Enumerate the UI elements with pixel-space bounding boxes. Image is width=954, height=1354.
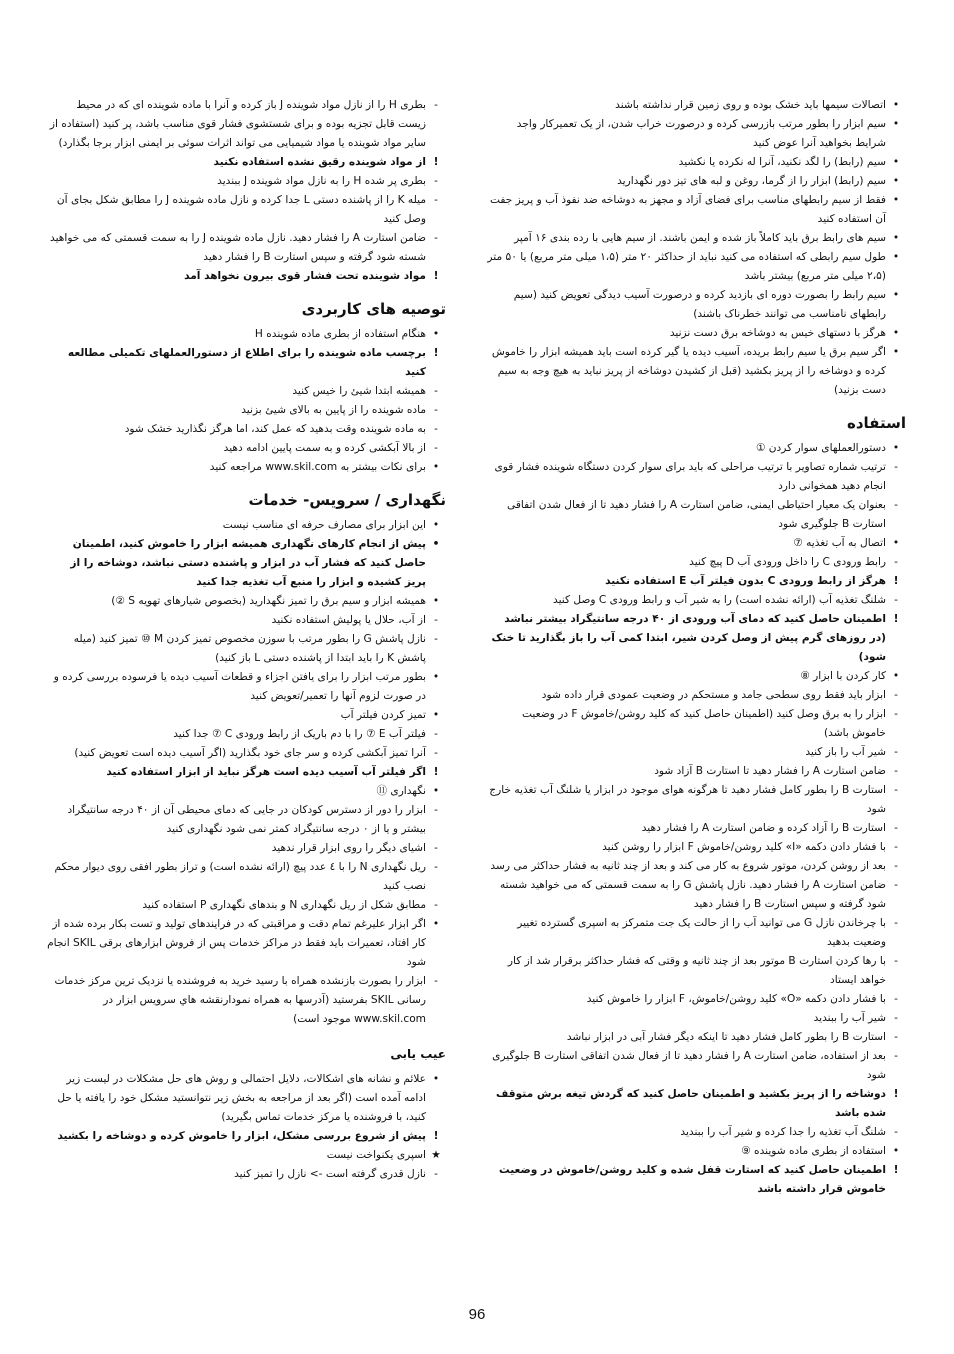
bullet-marker: -	[894, 461, 898, 473]
bullet-marker: •	[432, 1073, 440, 1085]
list-item	[46, 153, 446, 172]
list-item	[46, 172, 446, 191]
item-text: استارت B را بطور کامل فشار دهید تا هرگونه هوای موجود در ابزار یا شلنگ آب تغذیه خارج شود	[489, 784, 886, 815]
list-item	[46, 325, 446, 344]
item-text: استفاده از بطری ماده شوینده ⑨	[741, 1145, 886, 1157]
list-item	[486, 153, 906, 172]
item-text: بعد از روشن کردن، موتور شروع به کار می کند و بعد از چند ثانیه به فشار حداکثر می رسد	[490, 860, 886, 872]
item-text: اتصال به آب تغذیه ⑦	[793, 537, 886, 549]
list-item	[46, 96, 446, 153]
item-text: فیلتر آب E ⑦ را با دم باریک از رابط ورودی C ⑦ جدا کنید	[173, 728, 426, 740]
item-text: شیر آب را باز کنید	[805, 746, 886, 758]
bullet-marker: !	[893, 1164, 899, 1176]
list-item	[486, 534, 906, 553]
item-text: بطور مرتب ابزار را برای یافتن اجزاء و قطعات آسیب دیده یا فرسوده بررسی کرده و در صورت لزوم آنها را تعمیر/تعویض کنید	[53, 671, 426, 702]
item-text: همیشه ابزار و سیم برق را تمیز نگهدارید (بخصوص شیارهای تهویه S ②)	[111, 595, 426, 607]
bullet-marker: -	[434, 423, 438, 435]
item-text: مطابق شکل از ریل نگهداری N و بندهای نگهداری P استفاده کنید	[142, 899, 426, 911]
bullet-marker: •	[432, 785, 440, 797]
item-text: نازل پاشش G را بطور مرتب با سوزن مخصوص تمیز کردن M ⑩ تمیز کنید (میله پاشش K را باید ابتدا از پاشنده دستی L باز کنید)	[73, 633, 426, 664]
item-text: دوشاخه را از پریز بکشید و اطمینان حاصل کنید که گردش تیغه برش متوقف شده باشد	[496, 1088, 886, 1119]
bullet-marker: -	[894, 841, 898, 853]
section-heading-service: نگهداری / سرویس- خدمات	[248, 491, 446, 509]
item-text: شلنگ آب تغذیه را جدا کرده و شیر آب را ببندید	[680, 1126, 886, 1138]
list-item	[486, 1085, 906, 1123]
bullet-marker: •	[892, 670, 900, 682]
list-item	[486, 876, 906, 914]
item-text: طول سیم رابطی که استفاده می کنید نباید از حداکثر ۲۰ متر (۱،۵ میلی متر مربع) یا ۵۰ متر (۲،۵ میلی متر مربع) بیشتر باشد	[487, 251, 886, 282]
bullet-marker: !	[893, 613, 899, 625]
list-item	[486, 324, 906, 343]
use-instructions-list	[486, 439, 906, 1199]
item-text: سیم رابط را بصورت دوره ای بازدید کرده و درصورت آسیب دیدگی تعویض کنید (سیم رابطهای نامناسب می توانند خطرناک باشند)	[513, 289, 886, 320]
bullet-marker: -	[434, 899, 438, 911]
item-text: سیم های رابط برق باید کاملاً باز شده و ایمن باشند. از سیم هایی با رده بندی ۱۶ آمپر	[514, 232, 886, 244]
list-item	[46, 1127, 446, 1146]
list-item	[486, 572, 906, 591]
bullet-marker: -	[894, 765, 898, 777]
bullet-marker: •	[892, 327, 900, 339]
item-text: با چرخاندن نازل G می توانید آب را از حالت یک جت متمرکز به اسپری گسترده تغییر وضعیت بدهید	[517, 917, 886, 948]
item-text: سیم (رابط) را لگد نکنید، آنرا له نکرده یا نکشید	[678, 156, 886, 168]
bullet-marker: -	[894, 1012, 898, 1024]
bullet-marker: -	[434, 861, 438, 873]
item-text: هرگز از رابط ورودی C بدون فیلتر آب E استفاده نکنید	[605, 575, 886, 587]
item-text: ابزار را دور از دسترس کودکان در جایی که دمای محیطی آن از ۴۰ درجه سانتیگراد بیشتر و یا از ۰ درجه سانتیگراد کمتر نمی شود نگهداری کنید	[67, 804, 426, 835]
list-item	[46, 344, 446, 382]
item-text: هرگز با دستهای خیس به دوشاخه برق دست نزنید	[669, 327, 886, 339]
bullet-marker: •	[432, 328, 440, 340]
item-text: فقط از سیم رابطهای مناسب برای فضای آزاد و مجهز به دوشاخه ضد نفوذ آب و پریز جفت آن استفاده کنید	[489, 194, 886, 225]
item-text: ترتیب شماره تصاویر با ترتیب مراحلی که باید برای سوار کردن دستگاه شوینده فشار قوی انجام دهید همخوانی دارد	[494, 461, 886, 492]
list-item	[46, 630, 446, 668]
bullet-marker: -	[894, 917, 898, 929]
list-item	[46, 858, 446, 896]
bullet-marker: •	[892, 289, 900, 301]
bullet-marker: -	[894, 1031, 898, 1043]
list-item	[46, 535, 446, 592]
bullet-marker: ★	[431, 1149, 441, 1161]
item-text: ابزار را بصورت بازنشده همراه با رسید خرید به فروشنده یا نزدیک ترین مرکز خدمات رسانی SKIL بفرستید (آدرسها به همراه نمودارنقشه هاي سرويس ابزار در www.skil.com موجود است)	[54, 975, 426, 1025]
bullet-marker: !	[433, 156, 439, 168]
section-heading-advice: توصیه های کاربردی	[301, 300, 446, 318]
list-item	[486, 952, 906, 990]
bullet-marker: -	[434, 804, 438, 816]
list-item	[46, 1165, 446, 1184]
bullet-marker: •	[892, 194, 900, 206]
bullet-marker: !	[433, 1130, 439, 1142]
item-text: اگر ابزار علیرغم تمام دقت و مراقبتی که در فرایندهای تولید و تست بکار برده شده از کار افتاد، تعمیرات باید فقط در مراکز خدمات پس از فروش ابزارهای برقی SKIL انجام شود	[47, 918, 426, 968]
list-item	[486, 286, 906, 324]
list-item	[46, 229, 446, 267]
list-item	[46, 611, 446, 630]
list-item	[486, 591, 906, 610]
list-item	[46, 1070, 446, 1127]
list-item	[46, 915, 446, 972]
item-text: کار کردن با ابزار ⑧	[800, 670, 886, 682]
item-text: نازل قدری گرفته است -> نازل را تمیز کنید	[234, 1168, 426, 1180]
list-item	[486, 1161, 906, 1199]
item-text: پیش از انجام کارهای نگهداری همیشه ابزار را خاموش کنید، اطمینان حاصل کنید که فشار آب در ابزار و پاشنده دستی نباشد، دوشاخه را از پریز کشیده و ابزار را منبع آب تغذیه جدا کنید	[70, 538, 426, 588]
bullet-marker: •	[432, 595, 440, 607]
list-item	[46, 763, 446, 782]
bullet-marker: -	[434, 747, 438, 759]
safety-cord-list	[486, 96, 906, 400]
list-item	[486, 96, 906, 115]
item-text: برای نکات بیشتر به www.skil.com مراجعه کنید	[209, 461, 426, 473]
list-item	[46, 516, 446, 535]
item-text: پیش از شروع بررسی مشکل، ابزار را خاموش کرده و دوشاخه را بکشید	[57, 1130, 426, 1142]
bullet-marker: -	[434, 232, 438, 244]
bullet-marker: -	[894, 689, 898, 701]
bullet-marker: •	[892, 156, 900, 168]
list-item	[486, 496, 906, 534]
bullet-marker: •	[892, 537, 900, 549]
bullet-marker: •	[892, 346, 900, 358]
item-text: با رها کردن استارت B موتور بعد از چند ثانیه و وقتی که فشار حداکثر برقرار شد از کار خواهد ایستاد	[507, 955, 886, 986]
list-item	[46, 668, 446, 706]
bullet-marker: •	[892, 232, 900, 244]
bullet-marker: -	[434, 175, 438, 187]
bullet-marker: -	[894, 879, 898, 891]
item-text: از مواد شوینده رقیق نشده استفاده نکنید	[213, 156, 426, 168]
bullet-marker: •	[892, 442, 900, 454]
item-text: علائم و نشانه های اشکالات، دلایل احتمالی و روش های حل مشکلات در لیست زیر ادامه آمده است (اگر بعد از مراجعه به بخش زیر نتوانستید مشکل خود را یافته یا حل کنید، با فروشنده یا مرکز خدمات تماس بگیرید)	[57, 1073, 426, 1123]
list-item	[486, 553, 906, 572]
service-list	[46, 516, 446, 1029]
item-text: اطمینان حاصل کنید که استارت قفل شده و کلید روشن/خاموش در وضعیت خاموش قرار داشته باشد	[499, 1164, 886, 1195]
item-text: اتصالات سیمها باید خشک بوده و روی زمین قرار نداشته باشند	[615, 99, 886, 111]
list-item	[486, 1028, 906, 1047]
bullet-marker: •	[432, 538, 440, 550]
left-column	[46, 96, 446, 1184]
list-item	[46, 1146, 446, 1165]
list-item	[486, 1123, 906, 1142]
list-item	[486, 172, 906, 191]
bullet-marker: -	[894, 708, 898, 720]
list-item	[46, 725, 446, 744]
bullet-marker: -	[434, 728, 438, 740]
bullet-marker: •	[892, 251, 900, 263]
list-item	[486, 914, 906, 952]
item-text: اشیای دیگر را روی ابزار قرار ندهید	[271, 842, 426, 854]
bullet-marker: -	[894, 1126, 898, 1138]
item-text: نگهداری ⑪	[376, 785, 426, 797]
bullet-marker: •	[432, 519, 440, 531]
list-item	[486, 667, 906, 686]
list-item	[486, 686, 906, 705]
list-item	[46, 401, 446, 420]
item-text: استارت B را آزاد کرده و ضامن استارت A را فشار دهید	[641, 822, 886, 834]
item-text: از آب، حلال یا پولیش استفاده نکنید	[271, 614, 426, 626]
list-item	[46, 458, 446, 477]
list-item	[46, 420, 446, 439]
bullet-marker: -	[894, 499, 898, 511]
list-item	[486, 1009, 906, 1028]
item-text: اگر فیلتر آب آسیب دیده است هرگز نباید از ابزار استفاده کنید	[106, 766, 426, 778]
list-item	[486, 439, 906, 458]
right-column	[486, 96, 906, 1199]
bullet-marker: •	[432, 461, 440, 473]
item-text: از بالا آبکشی کرده و به سمت پایین ادامه دهید	[223, 442, 426, 454]
bullet-marker: -	[894, 860, 898, 872]
list-item	[46, 706, 446, 725]
bullet-marker: !	[433, 347, 439, 359]
section-heading-troubleshooting: عیب یابی	[390, 1047, 446, 1061]
bullet-marker: •	[892, 118, 900, 130]
bullet-marker: -	[434, 442, 438, 454]
item-text: بطری H را از نازل مواد شوینده J باز کرده و آنرا با ماده شوینده ای که در محیط زیست قابل تجزیه بوده و برای شستشوی فشار قوی مناسب باشد، پر کنید (استفاده از سایر مواد شوینده یا مواد شیمیایی می تواند اثرات سوئی بر ایمنی ابزار برجا بگذارد)	[49, 99, 426, 149]
item-text: ضامن استارت A را فشار دهید. نازل ماده شوینده J را به سمت قسمتی که می خواهید شسته شود گرفته و سپس استارت B را فشار دهید	[50, 232, 426, 263]
item-text: اسپری یکنواخت نیست	[326, 1149, 426, 1161]
item-text: با فشار دادن دکمه «O» کلید روشن/خاموش، F ابزار را خاموش کنید	[586, 993, 886, 1005]
list-item	[486, 248, 906, 286]
bullet-marker: -	[894, 746, 898, 758]
list-item	[46, 191, 446, 229]
list-item	[486, 781, 906, 819]
bullet-marker: -	[434, 842, 438, 854]
list-item	[46, 839, 446, 858]
item-text: رابط ورودی C را داخل ورودی آب D پیچ کنید	[689, 556, 886, 568]
item-text: سیم (رابط) ابزار را از گرما، روغن و لبه های تیز دور نگهدارید	[617, 175, 886, 187]
list-item	[486, 762, 906, 781]
bullet-marker: -	[434, 404, 438, 416]
bullet-marker: -	[434, 1168, 438, 1180]
item-text: بعنوان یک معیار احتیاطی ایمنی، ضامن استارت A را فشار دهید تا از فعال شدن اتفاقی استارت B جلوگیری شود	[506, 499, 886, 530]
list-item	[486, 705, 906, 743]
list-item	[46, 382, 446, 401]
item-text: اطمینان حاصل کنید که دمای آب ورودی از ۴۰ درجه سانتیگراد بیشتر نباشد (در روزهای گرم پیش از وصل کردن شیر، ابتدا کمی آب را باز بگذارید تا خنک شود)	[491, 613, 886, 663]
item-text: بطری پر شده H را به نازل مواد شوینده J ببندید	[217, 175, 426, 187]
list-item	[486, 990, 906, 1009]
item-text: اگر سیم برق یا سیم رابط بریده، آسیب دیده یا گیر کرده است باید همیشه ابزار را خاموش کرده و دوشاخه را از پریز بکشید (قبل از کشیدن دوشاخه از پریز نباید به هیچ وجه به سیم دست بزنید)	[491, 346, 886, 396]
bullet-marker: -	[894, 993, 898, 1005]
list-item	[486, 857, 906, 876]
bullet-marker: !	[433, 270, 439, 282]
list-item	[486, 743, 906, 762]
troubleshooting-list	[46, 1070, 446, 1184]
list-item	[46, 744, 446, 763]
bullet-marker: -	[894, 594, 898, 606]
list-item	[46, 896, 446, 915]
list-item	[46, 972, 446, 1029]
bullet-marker: •	[892, 1145, 900, 1157]
list-item	[46, 592, 446, 611]
item-text: ضامن استارت A را فشار دهید تا استارت B آزاد شود	[654, 765, 886, 777]
bullet-marker: !	[893, 1088, 899, 1100]
bullet-marker: -	[894, 784, 898, 796]
item-text: آنرا تمیز آبکشی کرده و سر جای خود بگذارید (اگر آسیب دیده است تعویض کنید)	[74, 747, 426, 759]
list-item	[486, 343, 906, 400]
item-text: مواد شوینده تحت فشار قوی بیرون نخواهد آمد	[184, 270, 426, 282]
item-text: بعد از استفاده، ضامن استارت A را فشار دهید تا از فعال شدن اتفاقی استارت B جلوگیری شود	[492, 1050, 886, 1081]
bullet-marker: !	[893, 575, 899, 587]
item-text: با فشار دادن دکمه «I» کلید روشن/خاموش F ابزار را روشن کنید	[602, 841, 886, 853]
list-item	[46, 439, 446, 458]
bullet-marker: -	[434, 385, 438, 397]
detergent-list	[46, 96, 446, 286]
list-item	[486, 819, 906, 838]
section-heading-use: استفاده	[847, 414, 906, 432]
bullet-marker: -	[894, 1050, 898, 1062]
item-text: شلنگ تغذیه آب (ارائه نشده است) را به شیر آب و رابط ورودی C وصل کنید	[553, 594, 886, 606]
bullet-marker: !	[433, 766, 439, 778]
item-text: ریل نگهداری N را با ٤ عدد پیچ (ارائه نشده است) و تراز بطور افقی روی دیوار محکم نصب کنید	[54, 861, 426, 892]
bullet-marker: -	[894, 955, 898, 967]
bullet-marker: •	[432, 671, 440, 683]
item-text: ابزار را به برق وصل کنید (اطمینان حاصل کنید که کلید روشن/خاموش F در وضعیت خاموش باشد)	[522, 708, 886, 739]
bullet-marker: •	[432, 918, 440, 930]
bullet-marker: -	[894, 556, 898, 568]
item-text: استارت B را بطور کامل فشار دهید تا اینکه دیگر فشار آبی در ابزار نباشد	[566, 1031, 886, 1043]
list-item	[486, 191, 906, 229]
bullet-marker: -	[434, 99, 438, 111]
list-item	[486, 610, 906, 667]
bullet-marker: •	[432, 709, 440, 721]
list-item	[486, 1047, 906, 1085]
item-text: ماده شوینده را از پایین به بالای شیئ بزنید	[241, 404, 426, 416]
bullet-marker: -	[434, 633, 438, 645]
item-text: هنگام استفاده از بطری ماده شوینده H	[254, 328, 426, 340]
bullet-marker: -	[434, 614, 438, 626]
page-number: 96	[468, 1306, 486, 1323]
list-item	[486, 229, 906, 248]
list-item	[486, 1142, 906, 1161]
list-item	[486, 115, 906, 153]
list-item	[46, 801, 446, 839]
item-text: ضامن استارت A را فشار دهید. نازل پاشش G را به سمت قسمتی که می خواهید شسته شود گرفته و سپس استارت B را فشار دهید	[499, 879, 886, 910]
list-item	[46, 782, 446, 801]
item-text: میله K را از پاشنده دستی L جدا کرده و نازل ماده شوینده J را مطابق شکل بجای آن وصل کنید	[56, 194, 426, 225]
bullet-marker: •	[892, 99, 900, 111]
item-text: دستورالعملهای سوار کردن ①	[755, 442, 886, 454]
bullet-marker: -	[894, 822, 898, 834]
bullet-marker: •	[892, 175, 900, 187]
list-item	[46, 267, 446, 286]
item-text: برچسب ماده شوینده را برای اطلاع از دستورالعملهای تکمیلی مطالعه کنید	[67, 347, 426, 378]
list-item	[486, 458, 906, 496]
item-text: تمیز کردن فیلتر آب	[340, 709, 426, 721]
advice-list	[46, 325, 446, 477]
item-text: همیشه ابتدا شیئ را خیس کنید	[292, 385, 426, 397]
list-item	[486, 838, 906, 857]
bullet-marker: -	[434, 194, 438, 206]
item-text: این ابزار برای مصارف حرفه ای مناسب نیست	[222, 519, 426, 531]
bullet-marker: -	[434, 975, 438, 987]
item-text: شیر آب را ببندید	[813, 1012, 886, 1024]
item-text: ابزار باید فقط روی سطحی جامد و مستحکم در وضعیت عمودی قرار داده شود	[541, 689, 886, 701]
item-text: به ماده شوینده وقت بدهید که عمل کند، اما هرگز نگذارید خشک شود	[124, 423, 426, 435]
item-text: سیم ابزار را بطور مرتب بازرسی کرده و درصورت خراب شدن، از یک تعمیرکار واجد شرایط بخواهید آنرا عوض کنید	[516, 118, 886, 149]
